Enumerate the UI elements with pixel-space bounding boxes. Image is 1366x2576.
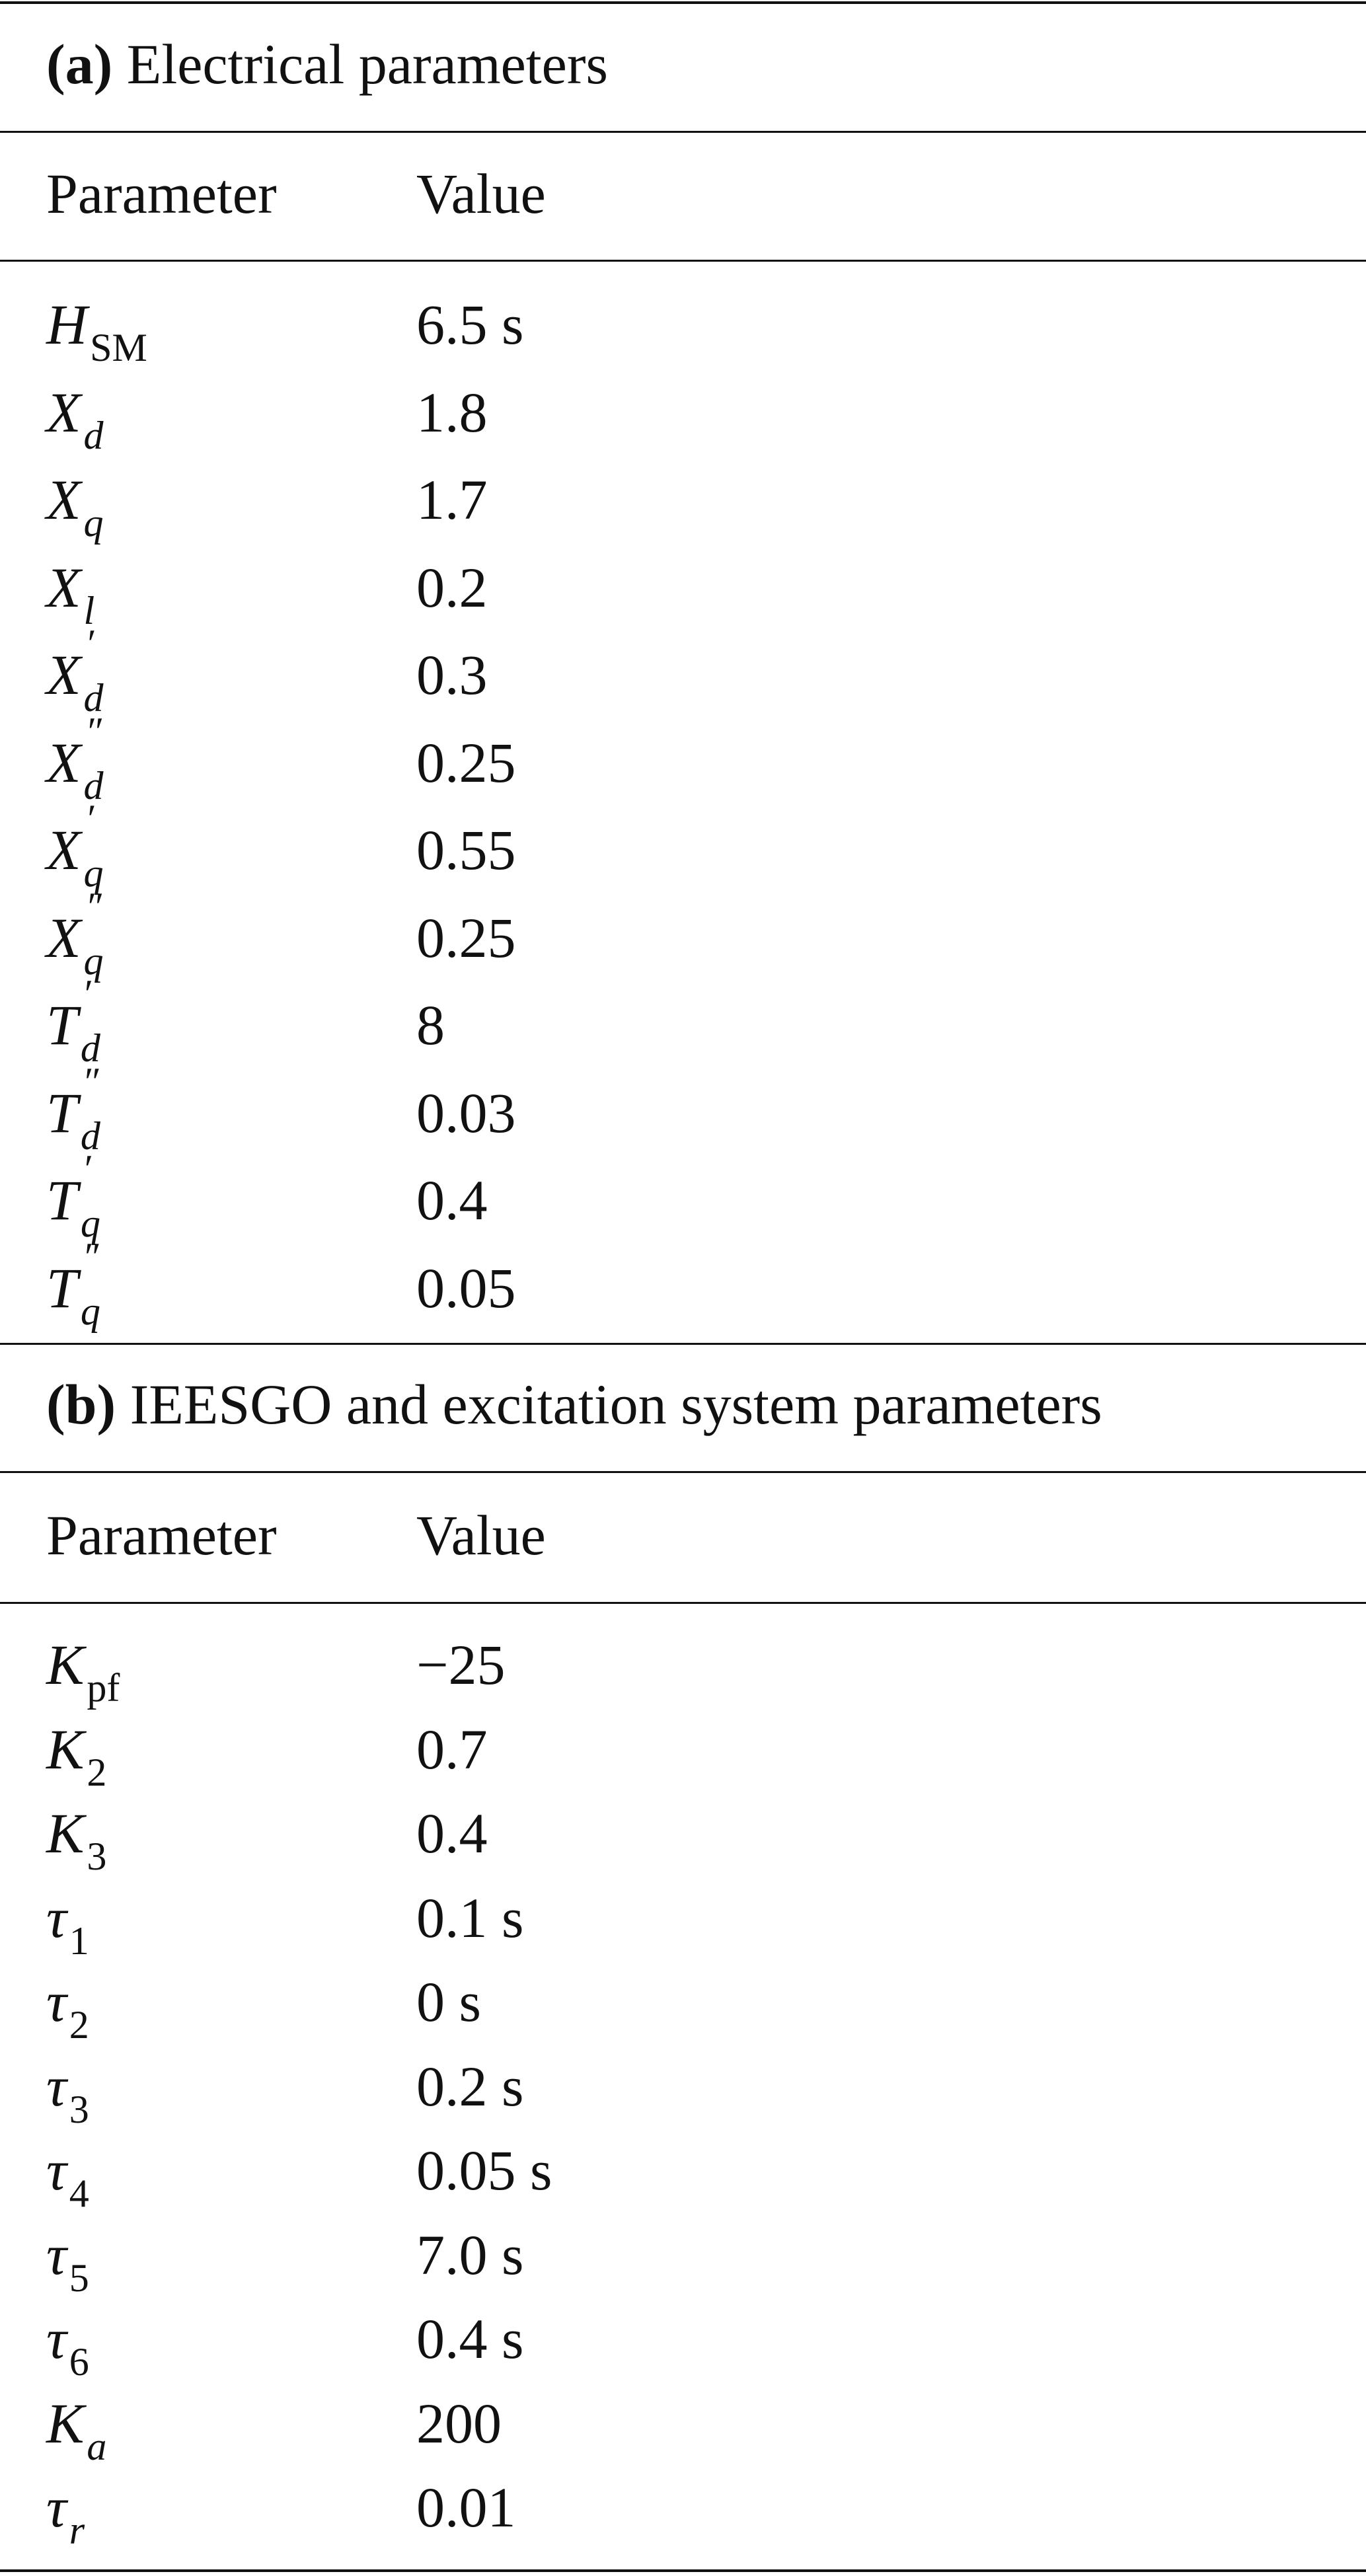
parameter-symbol [46, 622, 104, 720]
table-row [0, 468, 1366, 556]
parameter-value: 0.7 [416, 1717, 488, 1781]
symbol-indices [84, 2395, 107, 2468]
section-b-caption [46, 1373, 1102, 1436]
symbol-indices [81, 709, 104, 808]
parameter-value: 0.2 [416, 555, 488, 619]
symbol-indices [81, 384, 104, 457]
symbol-indices [67, 2142, 89, 2215]
table-row [0, 2054, 1366, 2142]
table-row [0, 1885, 1366, 1974]
top-rule [0, 1, 1366, 4]
table-row [0, 709, 1366, 819]
table-row [0, 1801, 1366, 1889]
section-b-value-header: Value [416, 1503, 546, 1567]
parameter-value: 0.1 s [416, 1885, 524, 1950]
parameter-symbol [46, 555, 95, 632]
symbol-indices [67, 2226, 89, 2300]
parameter-symbol [46, 709, 104, 808]
section-a-caption-rule [0, 131, 1366, 133]
symbol-base: τ [46, 2222, 67, 2287]
table-row [0, 2139, 1366, 2226]
symbol-prime: ″ [84, 1059, 101, 1104]
symbol-base: τ [46, 1970, 67, 2033]
symbol-subscript: r [69, 2509, 85, 2552]
table-row [0, 2391, 1366, 2480]
section-a-letter: (a) [46, 32, 113, 96]
parameter-symbol [46, 2476, 85, 2552]
parameter-symbol [46, 1059, 101, 1158]
symbol-indices [81, 622, 104, 720]
symbol-subscript: 1 [69, 1918, 89, 1963]
symbol-subscript: l [83, 588, 95, 632]
symbol-base: X [46, 730, 81, 794]
parameter-value: 7.0 s [416, 2222, 524, 2287]
table-row [0, 1633, 1366, 1721]
symbol-base: τ [46, 2139, 67, 2202]
table-row [0, 972, 1366, 1081]
parameter-value: 0.03 [416, 1080, 516, 1145]
parameter-value: 0.55 [416, 818, 516, 882]
symbol-subscript: q [83, 851, 104, 895]
section-a-caption [46, 32, 608, 96]
symbol-subscript: 5 [69, 2255, 89, 2300]
parameter-symbol [46, 1801, 107, 1878]
section-b-param-header: Parameter [46, 1503, 277, 1567]
parameter-symbol [46, 797, 104, 895]
symbol-subscript: 4 [69, 2172, 89, 2215]
symbol-indices [84, 1636, 120, 1710]
section-a-header-rule [0, 260, 1366, 262]
symbol-subscript: q [83, 501, 104, 545]
section-a-title: Electrical parameters [126, 32, 608, 96]
symbol-subscript: 6 [69, 2340, 89, 2384]
parameter-symbol [46, 1885, 89, 1963]
symbol-base: X [46, 818, 81, 882]
symbol-base: K [46, 2391, 85, 2455]
symbol-subscript: 2 [87, 1750, 107, 1794]
parameter-symbol [46, 1234, 101, 1333]
symbol-indices [78, 972, 100, 1070]
symbol-indices [67, 1889, 89, 1963]
symbol-prime: ″ [87, 884, 104, 928]
symbol-subscript: d [80, 1114, 100, 1158]
parameter-value: 0.3 [416, 643, 488, 706]
parameter-symbol [46, 1717, 107, 1794]
table-row [0, 1970, 1366, 2058]
symbol-prime: ″ [87, 709, 104, 753]
parameter-value: 0.05 s [416, 2139, 552, 2202]
symbol-base: τ [46, 1885, 67, 1950]
symbol-subscript: a [87, 2424, 107, 2468]
table-row [0, 797, 1366, 906]
table-row [0, 1147, 1366, 1256]
symbol-subscript: q [80, 1201, 100, 1245]
symbol-base: τ [46, 2307, 67, 2370]
parameter-symbol [46, 2054, 89, 2131]
parameter-value: 0 s [416, 1970, 481, 2033]
symbol-subscript: d [83, 763, 104, 808]
symbol-indices [87, 296, 147, 369]
parameter-symbol [46, 1970, 89, 2047]
symbol-subscript: d [83, 676, 104, 720]
parameter-value: 0.01 [416, 2476, 516, 2539]
symbol-base: τ [46, 2476, 67, 2539]
symbol-base: T [46, 1168, 78, 1232]
symbol-prime: ′ [84, 972, 93, 1016]
parameter-symbol [46, 468, 104, 545]
section-b-title: IEESGO and excitation system parameters [130, 1373, 1102, 1436]
parameter-symbol [46, 380, 104, 457]
section-divider-rule [0, 1343, 1366, 1345]
symbol-subscript: SM [90, 326, 147, 369]
parameter-value: 0.25 [416, 905, 516, 969]
table-row [0, 555, 1366, 644]
symbol-indices [84, 1805, 107, 1878]
table-row [0, 1717, 1366, 1805]
parameter-symbol [46, 1147, 100, 1245]
parameter-value: 0.4 [416, 1801, 488, 1865]
parameter-value: 200 [416, 2391, 502, 2455]
parameter-symbol [46, 1633, 120, 1710]
symbol-prime: ′ [87, 797, 96, 841]
symbol-indices [78, 1234, 101, 1333]
symbol-subscript: d [80, 1026, 100, 1070]
symbol-indices [67, 2058, 89, 2131]
symbol-base: T [46, 1256, 78, 1320]
parameter-symbol [46, 972, 100, 1070]
table-row [0, 622, 1366, 731]
symbol-subscript: pf [87, 1666, 120, 1710]
section-b-header-rule [0, 1602, 1366, 1604]
symbol-base: K [46, 1801, 85, 1865]
symbol-indices [84, 1721, 107, 1794]
table-row [0, 1234, 1366, 1344]
symbol-indices [81, 471, 104, 545]
section-b-letter: (b) [46, 1373, 116, 1436]
table-row [0, 884, 1366, 994]
parameter-symbol [46, 2139, 89, 2215]
parameter-symbol [46, 293, 147, 369]
parameter-value: 0.25 [416, 730, 516, 794]
parameter-value: 8 [416, 993, 445, 1057]
symbol-indices [67, 2479, 85, 2552]
symbol-base: T [46, 1080, 78, 1145]
parameter-value: 0.4 s [416, 2307, 524, 2370]
symbol-indices [81, 884, 104, 983]
section-b-caption-rule [0, 1471, 1366, 1473]
symbol-base: H [46, 293, 88, 356]
symbol-base: K [46, 1633, 85, 1696]
symbol-base: X [46, 468, 81, 531]
symbol-base: X [46, 643, 81, 706]
symbol-prime: ′ [87, 622, 96, 665]
symbol-subscript: q [83, 938, 104, 983]
table-row [0, 2222, 1366, 2311]
parameter-symbol [46, 2222, 89, 2300]
symbol-base: K [46, 1717, 85, 1781]
symbol-subscript: 3 [87, 1835, 107, 1878]
symbol-base: T [46, 993, 78, 1057]
symbol-indices [81, 559, 95, 632]
symbol-subscript: 2 [69, 2003, 89, 2047]
symbol-prime: ″ [84, 1234, 101, 1279]
symbol-base: X [46, 380, 81, 444]
symbol-subscript: q [80, 1289, 100, 1333]
parameter-value: 6.5 s [416, 293, 524, 356]
parameter-symbol [46, 884, 104, 983]
parameter-value: 0.05 [416, 1256, 516, 1320]
symbol-base: τ [46, 2054, 67, 2118]
symbol-indices [67, 2310, 89, 2384]
bottom-rule [0, 2569, 1366, 2572]
symbol-subscript: d [83, 413, 104, 457]
parameter-value: −25 [416, 1633, 506, 1696]
symbol-indices [78, 1059, 101, 1158]
parameter-symbol [46, 2307, 89, 2384]
table-row [0, 2307, 1366, 2395]
symbol-subscript: 3 [69, 2087, 89, 2131]
symbol-indices [81, 797, 104, 895]
table-row [0, 1059, 1366, 1169]
symbol-base: X [46, 555, 81, 619]
parameter-value: 0.2 s [416, 2054, 524, 2118]
section-a-param-header: Parameter [46, 162, 277, 225]
table-row [0, 293, 1366, 381]
table-row [0, 2476, 1366, 2563]
section-a-value-header: Value [416, 162, 546, 225]
symbol-indices [67, 1973, 89, 2047]
parameter-value: 1.7 [416, 468, 488, 531]
symbol-indices [78, 1147, 100, 1245]
symbol-prime: ′ [84, 1147, 93, 1191]
table-row [0, 380, 1366, 469]
parameter-value: 1.8 [416, 380, 488, 444]
parameter-symbol [46, 2391, 107, 2468]
symbol-base: X [46, 905, 81, 969]
parameter-value: 0.4 [416, 1168, 488, 1232]
